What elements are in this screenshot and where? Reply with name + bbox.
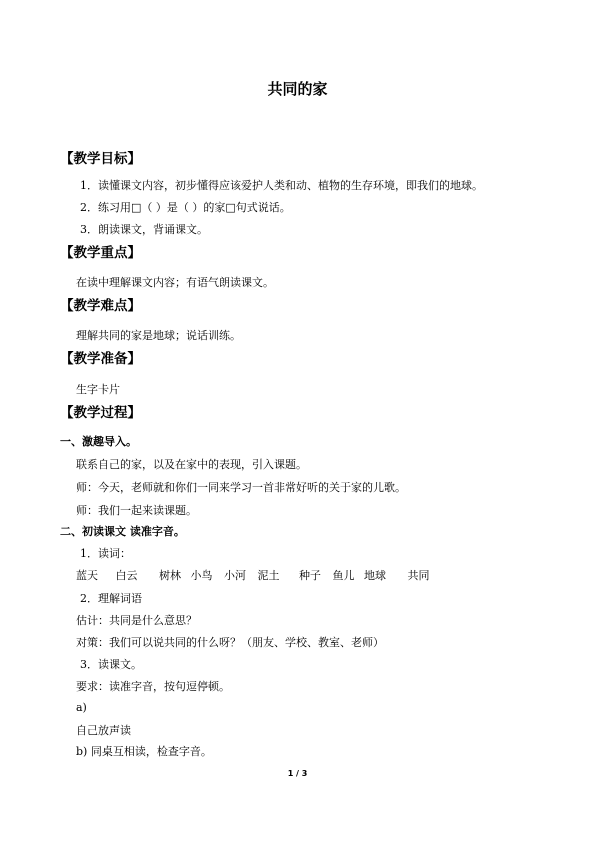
heading-focus: 【教学重点】 xyxy=(60,245,141,261)
process-part2-requirement: 要求：读准字音，按句逗停顿。 xyxy=(76,680,230,693)
word-item: 鱼儿 xyxy=(332,569,355,582)
goal-item-3: 3．朗读课文，背诵课文。 xyxy=(80,223,208,236)
goal-item-2: 2．练习用□（ ）是（ ）的家□句式说话。 xyxy=(80,201,291,214)
process-part2-step3: 3．读课文。 xyxy=(80,658,142,671)
word-item: 小河 xyxy=(224,569,246,582)
process-part2-step2: 2．理解词语 xyxy=(80,592,142,605)
word-item: 共同 xyxy=(407,569,430,582)
process-part1-line-3: 师：我们一起来读课题。 xyxy=(76,504,197,517)
process-part2-a-label: a) xyxy=(76,701,87,714)
goal-item-1: 1．读懂课文内容，初步懂得应该爱护人类和动、植物的生存环境，即我们的地球。 xyxy=(80,179,483,192)
process-part2-a-text: 自己放声读 xyxy=(76,724,131,737)
page-number-footer: 1 / 3 xyxy=(287,769,308,778)
word-item: 泥土 xyxy=(257,569,280,582)
process-part2-strategy: 对策：我们可以说共同的什么呀？（朋友、学校、教室、老师） xyxy=(76,636,384,649)
word-item: 白云 xyxy=(115,569,138,582)
process-part1-title: 一、激趣导入。 xyxy=(60,435,137,448)
focus-text: 在读中理解课文内容；有语气朗读课文。 xyxy=(76,276,274,289)
process-part2-b-text: b) 同桌互相读，检查字音。 xyxy=(76,745,212,758)
word-item: 小鸟 xyxy=(190,569,213,582)
heading-prep: 【教学准备】 xyxy=(60,351,141,367)
process-part2-step1: 1．读词： xyxy=(80,547,131,560)
heading-process: 【教学过程】 xyxy=(60,405,141,421)
process-part1-line-2: 师：今天，老师就和你们一同来学习一首非常好听的关于家的儿歌。 xyxy=(76,481,406,494)
process-part1-line-1: 联系自己的家，以及在家中的表现，引入课题。 xyxy=(76,458,307,471)
word-list xyxy=(76,567,430,583)
word-item: 蓝天 xyxy=(76,569,98,582)
process-part2-estimate: 估计：共同是什么意思？ xyxy=(76,614,197,627)
word-item: 树林 xyxy=(159,569,181,582)
heading-difficulty: 【教学难点】 xyxy=(60,298,141,314)
page-title: 共同的家 xyxy=(267,80,328,98)
prep-text: 生字卡片 xyxy=(76,383,120,396)
process-part2-title: 二、初读课文 读准字音。 xyxy=(60,525,185,538)
difficulty-text: 理解共同的家是地球；说话训练。 xyxy=(76,329,241,342)
heading-goals: 【教学目标】 xyxy=(60,151,141,167)
word-item: 地球 xyxy=(364,569,386,582)
word-item: 种子 xyxy=(299,569,321,582)
